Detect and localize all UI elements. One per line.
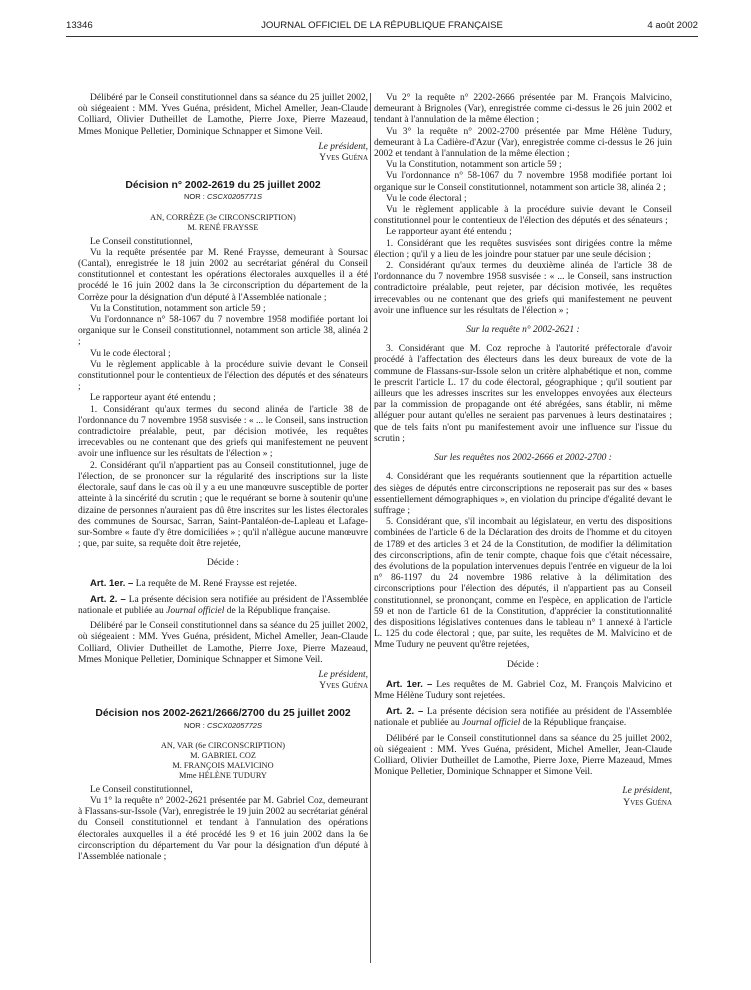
- paragraph: Le rapporteur ayant été entendu ;: [90, 393, 216, 404]
- signature-name: Yves Guéna: [623, 797, 672, 808]
- party-name: M. GABRIEL COZ: [190, 750, 256, 760]
- signature-name: Yves Guéna: [319, 681, 368, 692]
- deliberation-paragraph: Délibéré par le Conseil constitutionnel dans sa séance du 25 juillet 2002, où siégeaient : MM. Yves Guéna, président, Michel Ameller, Jean-Claude Colliard, Olivier Dutheillet de Lamothe, Pierre Joxe, Pierre Mazeaud, Mmes Monique Pelletier, Dominique Schnapper et Simone Veil.: [78, 93, 368, 137]
- article-2: Art. 2. – La présente décision sera notifiée au président de l'Assemblée nationale et publiée au Journal officiel de la République française.: [78, 593, 368, 616]
- column-divider: [370, 93, 371, 963]
- decide-heading: Décide :: [207, 558, 239, 569]
- paragraph: Le rapporteur ayant été entendu ;: [386, 227, 512, 238]
- paragraph: 2. Considérant qu'aux termes du deuxième alinéa de l'article 38 de l'ordonnance du 7 novembre 1958 susvisée : « ... le Conseil, sans instruction contradictoire préalable, peut rejeter, par décision motivée, les requêtes irrecevables ou ne contenant que des griefs qui manifestement ne peuvent avoir une influence sur les résultats de l'élection » ;: [374, 261, 672, 316]
- header-rule: [66, 36, 698, 37]
- nor-reference: NOR : CSCX0205771S: [184, 192, 262, 202]
- paragraph: Vu 2° la requête n° 2202-2666 présentée par M. François Malvicino, demeurant à Brignoles (Var), enregistrée comme ci-dessus le 26 juin 2002 et tendant à l'annulation de la même élection ;: [374, 93, 672, 126]
- paragraph: Vu 3° la requête n° 2002-2700 présentée par Mme Hélène Tudury, demeurant à La Cadière-d'Azur (Var), enregistrée comme ci-dessus le 26 juin 2002 et tendant à l'annulation de la même élection ;: [374, 126, 672, 160]
- paragraph: Vu 1° la requête n° 2002-2621 présentée par M. Gabriel Coz, demeurant à Flassans-sur-Issole (Var), enregistrée le 19 juin 2002 au secrétariat général du Conseil constitutionnel et tendant à l'annulation des opérations électorales auxquelles il a été procédé les 9 et 16 juin 2002 dans la 6e circonscription du département du Var pour la désignation d'un député à l'Assemblée nationale ;: [78, 795, 368, 862]
- article-2: Art. 2. – La présente décision sera notifiée au président de l'Assemblée nationale et publiée au Journal officiel de la République française.: [374, 706, 672, 729]
- paragraph: Vu le règlement applicable à la procédure suivie devant le Conseil constitutionnel pour le contentieux de l'élection des députés et des sénateurs ;: [374, 205, 672, 227]
- signature-title: Le président,: [622, 786, 672, 797]
- paragraph: Vu l'ordonnance n° 58-1067 du 7 novembre 1958 modifiée portant loi organique sur le Conseil constitutionnel, notamment son article 38, alinéa 2 ;: [374, 171, 672, 193]
- signature-name: Yves Guéna: [319, 153, 368, 164]
- deliberation-paragraph: Délibéré par le Conseil constitutionnel dans sa séance du 25 juillet 2002, où siégeaient : MM. Yves Guéna, président, Michel Ameller, Jean-Claude Colliard, Olivier Dutheillet de Lamothe, Pierre Joxe, Pierre Mazeaud, Mmes Monique Pelletier, Dominique Schnapper et Simone Veil.: [374, 733, 672, 778]
- journal-title: JOURNAL OFFICIEL DE LA RÉPUBLIQUE FRANÇAISE: [261, 20, 503, 31]
- paragraph: Le Conseil constitutionnel,: [90, 784, 193, 795]
- article-1: Art. 1er. – La requête de M. René Fraysse est rejetée.: [90, 577, 297, 589]
- section-heading: Sur la requête n° 2002-2621 :: [466, 325, 580, 336]
- paragraph: Vu la Constitution, notamment son article 59 ;: [386, 160, 562, 171]
- decision-title: Décision nos 2002-2621/2666/2700 du 25 juillet 2002: [95, 708, 351, 720]
- page-number: 13346: [66, 20, 93, 31]
- paragraph: Le Conseil constitutionnel,: [90, 236, 193, 247]
- circonscription-heading: AN, CORRÈZE (3e CIRCONSCRIPTION): [150, 212, 296, 222]
- paragraph: Vu le code électoral ;: [386, 193, 467, 204]
- deliberation-paragraph: Délibéré par le Conseil constitutionnel dans sa séance du 25 juillet 2002, où siégeaient : MM. Yves Guéna, président, Michel Ameller, Jean-Claude Colliard, Olivier Dutheillet de Lamothe, Pierre Joxe, Pierre Mazeaud, Mmes Monique Pelletier, Dominique Schnapper et Simone Veil.: [78, 621, 368, 665]
- issue-date: 4 août 2002: [647, 20, 698, 31]
- article-1: Art. 1er. – Les requêtes de M. Gabriel Coz, M. François Malvicino et Mme Hélène Tudury sont rejetées.: [374, 678, 673, 701]
- signature-title: Le président,: [318, 669, 368, 680]
- left-column: [78, 93, 368, 863]
- right-column: [374, 93, 672, 809]
- paragraph: Vu le code électoral ;: [90, 348, 171, 359]
- signature-title: Le président,: [318, 141, 368, 152]
- paragraph: 5. Considérant que, s'il incombait au législateur, en vertu des dispositions combinées de l'article 6 de la Déclaration des droits de l'homme et du citoyen de 1789 et des articles 3 et 24 de la Constitution, de modifier la délimitation des circonscriptions, afin de tenir compte, chaque fois que c'était nécessaire, des évolutions de la population intervenues depuis l'entrée en vigueur de la loi n° 86-1197 du 24 novembre 1986 relative à la délimitation des circonscriptions pour l'élection des députés, il n'appartient pas au Conseil constitutionnel, se prononçant, comme en l'espèce, en application de l'article 59 et non de l'article 61 de la Constitution, d'apprécier la constitutionnalité des dispositions législatives contenues dans le tableau n° 1 annexé à l'article L. 125 du code électoral ; que, par suite, les requêtes de M. Malvicino et de Mme Tudury ne peuvent qu'être rejetées,: [374, 517, 672, 651]
- party-name: M. RENÉ FRAYSSE: [187, 222, 259, 232]
- paragraph: Vu le règlement applicable à la procédure suivie devant le Conseil constitutionnel pour le contentieux de l'élection des députés et des sénateurs ;: [78, 359, 368, 393]
- decide-heading: Décide :: [507, 659, 539, 670]
- page-header: [66, 20, 698, 34]
- decision-title: Décision n° 2002-2619 du 25 juillet 2002: [125, 180, 321, 192]
- paragraph: 4. Considérant que les requérants soutiennent que la répartition actuelle des sièges de députés entre circonscriptions ne reposerait pas sur des « bases essentiellement démographiques », en violation du principe d'égalité devant le suffrage ;: [374, 472, 672, 516]
- paragraph: Vu la requête présentée par M. René Fraysse, demeurant à Soursac (Cantal), enregistrée le 18 juin 2002 au secrétariat général du Conseil constitutionnel et contestant les opérations électorales auxquelles il a été procédé le 16 juin 2002 dans la 3e circonscription du département de la Corrèze pour la désignation d'un député à l'Assemblée nationale ;: [78, 247, 368, 303]
- paragraph: Vu la Constitution, notamment son article 59 ;: [90, 303, 266, 314]
- nor-reference: NOR : CSCX0205772S: [184, 720, 262, 730]
- paragraph: 1. Considérant qu'aux termes du second alinéa de l'article 38 de l'ordonnance du 7 novembre 1958 susvisée : « ... le Conseil, sans instruction contradictoire préalable, peut, par décision motivée, les requêtes irrecevables ou ne contenant que des griefs qui manifestement ne peuvent avoir une influence sur les résultats de l'élection » ;: [78, 404, 368, 460]
- section-heading: Sur les requêtes nos 2002-2666 et 2002-2700 :: [434, 453, 612, 464]
- circonscription-heading: AN, VAR (6e CIRCONSCRIPTION): [160, 740, 286, 750]
- paragraph: 2. Considérant qu'il n'appartient pas au Conseil constitutionnel, juge de l'élection, de se prononcer sur la régularité des inscriptions sur la liste électorale, sauf dans le cas où il y a eu une manœuvre susceptible de porter atteinte à la sincérité du scrutin ; que le requérant se borne à soutenir qu'une dizaine de personnes n'auraient pas dû être inscrites sur les listes électorales des communes de Soursac, Sarran, Saint-Pantaléon-de-Lapleau et Lafage-sur-Sombre « faute d'y être domiciliées » ; qu'il n'allègue aucune manœuvre ; que, par suite, sa requête doit être rejetée,: [78, 460, 368, 550]
- party-name: M. FRANÇOIS MALVICINO: [172, 760, 274, 770]
- party-name: Mme HÉLÈNE TUDURY: [179, 770, 267, 780]
- paragraph: Vu l'ordonnance n° 58-1067 du 7 novembre 1958 modifiée portant loi organique sur le Conseil constitutionnel, notamment son article 38, alinéa 2 ;: [78, 315, 368, 348]
- paragraph: 3. Considérant que M. Coz reproche à l'autorité préfectorale d'avoir procédé à l'affectation des électeurs dans les deux bureaux de vote de la commune de Flassans-sur-Issole selon un critère alphabétique et non, comme le prescrit l'article L. 17 du code électoral, géographique ; qu'il soutient par ailleurs que les adresses inscrites sur les enveloppes envoyées aux électeurs par la commission de propagande ont été abrégées, sans établir, ni même alléguer pour autant qu'elles ne seraient pas parvenues à leurs destinataires ; que de tels faits n'ont pu manifestement avoir une influence sur l'issue du scrutin ;: [374, 344, 672, 444]
- paragraph: 1. Considérant que les requêtes susvisées sont dirigées contre la même élection ; qu'il y a lieu de les joindre pour statuer par une seule décision ;: [374, 238, 672, 260]
